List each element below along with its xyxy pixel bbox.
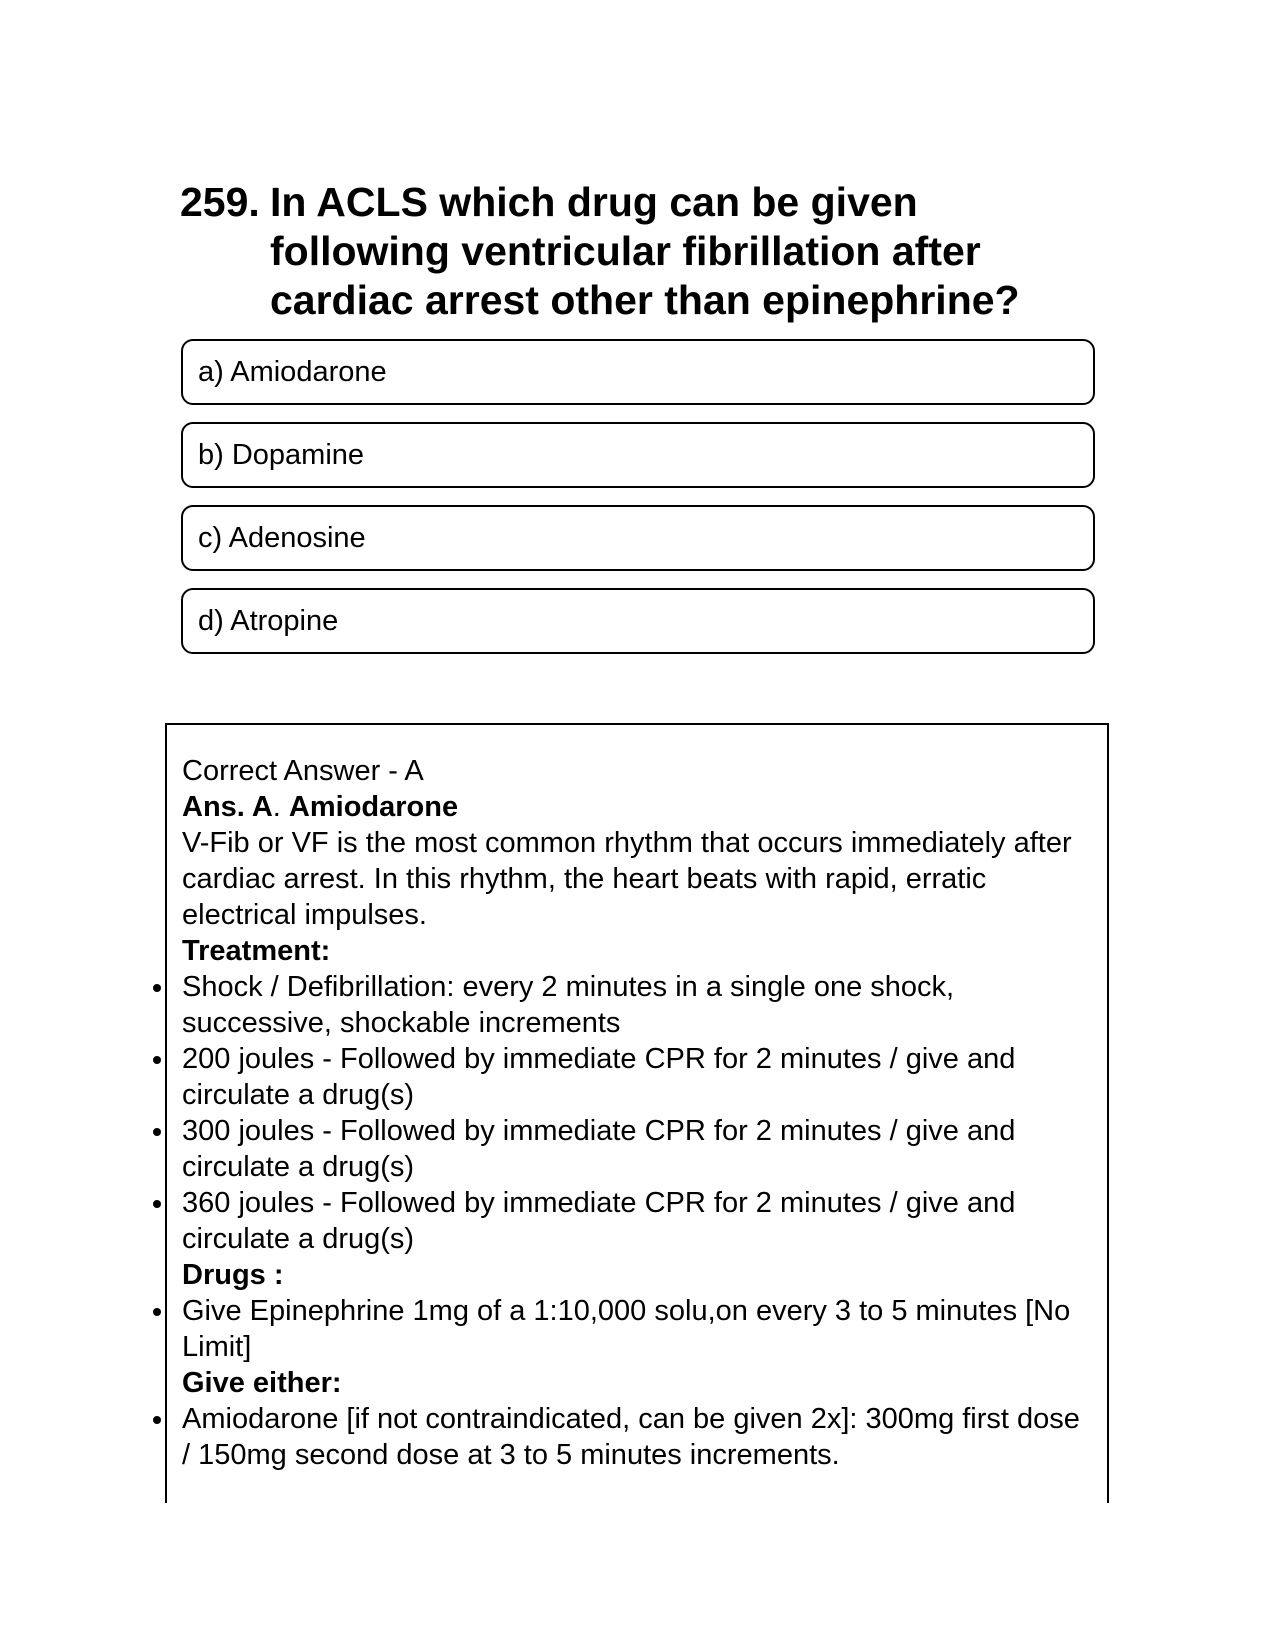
list-item: Amiodarone [if not contraindicated, can be given 2x]: 300mg first dose / 150mg second dose at 3 to 5 minutes increments. — [182, 1401, 1087, 1473]
answer-drug-name: Amiodarone — [288, 791, 459, 823]
question-heading — [180, 178, 1080, 325]
option-d[interactable]: d) Atropine — [181, 588, 1095, 654]
give-either-list — [182, 1401, 1087, 1473]
answer-intro: V-Fib or VF is the most common rhythm that occurs immediately after cardiac arrest. In this rhythm, the heart beats with rapid, erratic electrical impulses. — [182, 827, 1072, 931]
answer-separator: . — [272, 791, 281, 823]
treatment-list — [182, 969, 1087, 1257]
answer-explanation — [182, 753, 1087, 1473]
option-a[interactable]: a) Amiodarone — [181, 339, 1095, 405]
question-text: In ACLS which drug can be given following ventricular fibrillation after cardiac arrest other than epinephrine? — [270, 179, 1020, 323]
option-c[interactable]: c) Adenosine — [181, 505, 1095, 571]
option-b[interactable]: b) Dopamine — [181, 422, 1095, 488]
drugs-heading: Drugs : — [182, 1259, 284, 1291]
list-item: 300 joules - Followed by immediate CPR for 2 minutes / give and circulate a drug(s) — [182, 1113, 1087, 1185]
list-item: 200 joules - Followed by immediate CPR for 2 minutes / give and circulate a drug(s) — [182, 1041, 1087, 1113]
give-either-heading: Give either: — [182, 1367, 342, 1399]
answer-label: Ans. A — [182, 791, 273, 823]
treatment-heading: Treatment: — [182, 935, 331, 967]
list-item: Shock / Defibrillation: every 2 minutes in a single one shock, successive, shockable increments — [182, 969, 1087, 1041]
list-item: 360 joules - Followed by immediate CPR for 2 minutes / give and circulate a drug(s) — [182, 1185, 1087, 1257]
correct-answer-line: Correct Answer - A — [182, 755, 424, 787]
list-item: Give Epinephrine 1mg of a 1:10,000 solu,on every 3 to 5 minutes [No Limit] — [182, 1293, 1087, 1365]
answer-title — [182, 789, 1087, 825]
question-number: 259. — [180, 179, 260, 225]
drugs-list — [182, 1293, 1087, 1365]
